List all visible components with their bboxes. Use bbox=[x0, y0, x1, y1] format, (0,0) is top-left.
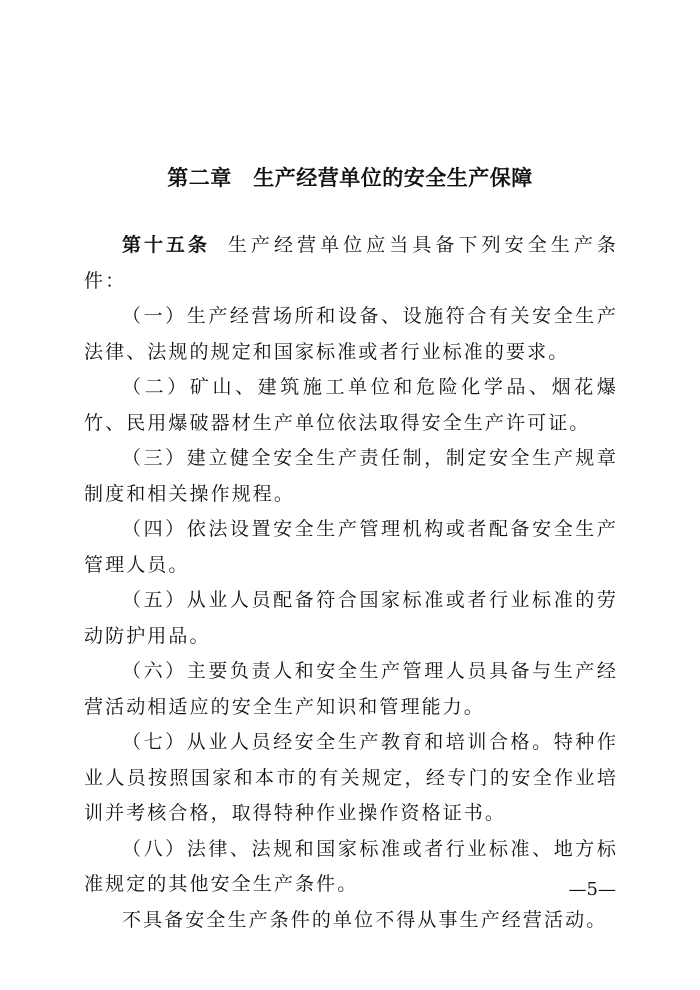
article-item-5: （五）从业人员配备符合国家标准或者行业标准的劳动防护用品。 bbox=[84, 589, 618, 647]
article-intro-text: 生产经营单位应当具备下列安全生产条件： bbox=[84, 234, 618, 292]
article-item-8: （八）法律、法规和国家标准或者行业标准、地方标准规定的其他安全生产条件。 bbox=[84, 837, 618, 895]
article-item-3: （三）建立健全安全生产责任制，制定安全生产规章制度和相关操作规程。 bbox=[84, 447, 618, 505]
article-item-6: （六）主要负责人和安全生产管理人员具备与生产经营活动相适应的安全生产知识和管理能力。 bbox=[84, 660, 618, 718]
article-item-1: （一）生产经营场所和设备、设施符合有关安全生产法律、法规的规定和国家标准或者行业标准的要求。 bbox=[84, 305, 618, 363]
article-closing: 不具备安全生产条件的单位不得从事生产经营活动。 bbox=[122, 908, 608, 931]
chapter-title: 第二章 生产经营单位的安全生产保障 bbox=[167, 166, 533, 190]
page-number: —5— bbox=[568, 879, 616, 900]
article-item-2: （二）矿山、建筑施工单位和危险化学品、烟花爆竹、民用爆破器材生产单位依法取得安全生产许可证。 bbox=[84, 376, 618, 434]
article-intro bbox=[84, 228, 618, 299]
article-item-4: （四）依法设置安全生产管理机构或者配备安全生产管理人员。 bbox=[84, 518, 618, 576]
article-body bbox=[84, 228, 618, 938]
article-label: 第十五条 bbox=[122, 234, 210, 256]
article-item-7: （七）从业人员经安全生产教育和培训合格。特种作业人员按照国家和本市的有关规定，经专门的安全作业培训并考核合格，取得特种作业操作资格证书。 bbox=[84, 731, 618, 824]
